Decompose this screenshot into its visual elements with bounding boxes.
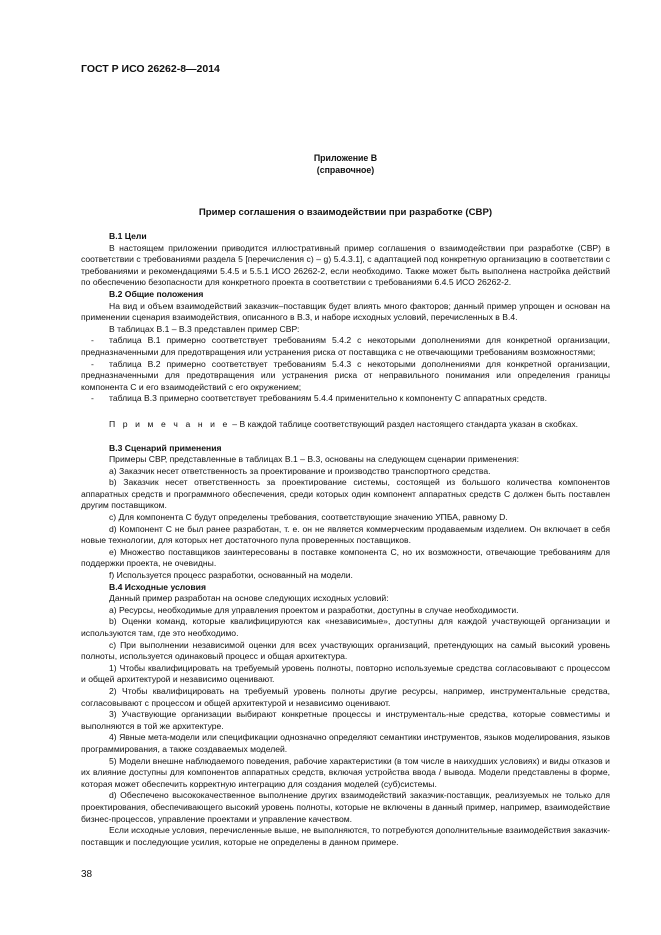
document-body bbox=[81, 231, 610, 848]
note-text: – В каждой таблице соответствующий раздел настоящего стандарта указан в скобках. bbox=[229, 418, 579, 429]
list-item: 1) Чтобы квалифицировать на требуемый уровень полноты, повторно используемые средства согласовывают с процессом и общей архитектурой и независимо оценивают. bbox=[81, 662, 610, 685]
list-item: 5) Модели внешне наблюдаемого поведения, рабочие характеристики (в том числе в наихудших условиях) и виды отказов и их влияние доступны для компонентов аппаратных средств, включая устройства ввода / вывода. Модели представлены в форме, которая может обеспечить корректную интеграцию для создания моделей (суб)системы. bbox=[81, 755, 610, 789]
list-item-text: таблица В.2 примерно соответствует требованиям 5.4.3 с некоторыми дополнениями для конкретной организации, предназначенными для предотвращения или устранения риска от неправильного понимания или определения границы компонента С и его взаимодействий с его окружением; bbox=[81, 358, 610, 392]
list-item: c) При выполнении независимой оценки для всех участвующих организаций, претендующих на самый высокий уровень полноты, используется одинаковый процесс и общая архитектура. bbox=[81, 639, 610, 662]
paragraph: Примеры СВР, представленные в таблицах В.1 – В.3, основаны на следующем сценарии применения: bbox=[109, 454, 520, 465]
paragraph: В таблицах В.1 – В.3 представлен пример СВР: bbox=[109, 323, 300, 334]
paragraph: На вид и объем взаимодействий заказчик–поставщик будет влиять много факторов; данный пример упрощен и основан на применении сценария взаимодействия, описанного в В.3, и наборе исходных условий, перечисленных в В.4. bbox=[81, 300, 610, 323]
page-number: 38 bbox=[81, 869, 93, 880]
page-title: Пример соглашения о взаимодействии при разработке (СВР) bbox=[198, 207, 493, 218]
note bbox=[81, 419, 610, 431]
list-item-text: таблица В.1 примерно соответствует требованиям 5.4.2 с некоторыми дополнениями для конкретной организации, предназначенными для предотвращения или устранения риска от поставщика с не отвечающими требованиям возможностями; bbox=[81, 335, 610, 357]
list-item: f) Используется процесс разработки, основанный на модели. bbox=[109, 570, 353, 581]
list-item: e) Множество поставщиков заинтересованы в поставке компонента С, но их возможности, отвечающие требованиям для поддержки проекта, не очевидны. bbox=[81, 546, 610, 569]
dash-marker: - bbox=[91, 335, 94, 346]
list-item-text: таблица В.3 примерно соответствует требованиям 5.4.4 применительно к компоненту С аппаратных средств. bbox=[109, 393, 547, 404]
list-item: a) Заказчик несет ответственность за проектирование и производство транспортного средства. bbox=[109, 465, 491, 476]
list-item: b) Оценки команд, которые квалифицируются как «независимые», доступны для каждой участвующей организации и используются там, где это необходимо. bbox=[81, 616, 610, 638]
paragraph: Данный пример разработан на основе следующих исходных условий: bbox=[109, 593, 389, 604]
list-item bbox=[81, 359, 610, 394]
list-item: 4) Явные мета-модели или спецификации однозначно определяют семантики инструментов, языков моделирования, языков программирования, а также создаваемых моделей. bbox=[81, 732, 610, 754]
list-item: 2) Чтобы квалифицировать на требуемый уровень полноты другие ресурсы, например, инструментальные средства, согласовывают с процессом и общей архитектурой и независимо оценивают. bbox=[81, 685, 610, 708]
document-header: ГОСТ Р ИСО 26262-8—2014 bbox=[81, 63, 220, 75]
appendix-heading bbox=[81, 152, 610, 176]
dash-marker: - bbox=[91, 358, 94, 369]
dash-marker: - bbox=[91, 393, 94, 404]
list-item bbox=[81, 335, 610, 358]
section-heading-b3: В.3 Сценарий применения bbox=[109, 442, 222, 453]
section-heading-b2: В.2 Общие положения bbox=[109, 288, 204, 299]
note-label: П р и м е ч а н и е bbox=[109, 418, 230, 429]
paragraph: Если исходные условия, перечисленные выше, не выполняются, то потребуются дополнительные взаимодействия заказчик-поставщик и последующие усилия, которые не определены в данном примере. bbox=[81, 825, 610, 847]
section-heading-b4: В.4 Исходные условия bbox=[109, 581, 206, 592]
paragraph: В настоящем приложении приводится иллюстративный пример соглашения о взаимодействии при разработке (СВР) в соответствии с требованиями раздела 5 [перечисления c) – g) 5.4.3.1], с адаптацией под конкретную организацию в соответствии с требованиями и рекомендациями 5.4.5 и 5.5.1 ИСО 26262-2, если необходимо. Также может быть выполнена настройка действий по обеспечению безопасности для конкретного проекта в соответствии с требованиями 6.4.5 ИСО 26262-2. bbox=[81, 242, 610, 288]
list-item bbox=[81, 393, 610, 405]
list-item: c) Для компонента С будут определены требования, соответствующие значению УПБА, равному D. bbox=[109, 512, 508, 523]
appendix-label: Приложение В bbox=[313, 153, 378, 163]
list-item: a) Ресурсы, необходимые для управления проектом и разработки, доступны в случае необходимости. bbox=[109, 604, 519, 615]
appendix-kind: (справочное) bbox=[316, 165, 375, 175]
section-heading-b1: В.1 Цели bbox=[109, 231, 147, 241]
list-item: b) Заказчик несет ответственность за проектирование системы, состоящей из большого количества компонентов аппаратных средств и программного обеспечения, среди которых один компонент аппаратных средств С должен быть поставлен другим поставщиком. bbox=[81, 477, 610, 511]
list-item: d) Компонент С не был ранее разработан, т. е. он не является коммерческим продаваемым изделием. Он включает в себя новые технологии, для которых нет достаточного пула проверенных поставщиков. bbox=[81, 523, 610, 546]
list-item: 3) Участвующие организации выбирают конкретные процессы и инструменталь-ные средства, которые совместимы и выполняются в той же архитектуре. bbox=[81, 709, 610, 731]
list-item: d) Обеспечено высококачественное выполнение других взаимодействий заказчик-поставщик, реализуемых не только для проектирования, обеспечивающего высокий уровень полноты, которые не включены в данный пример, например, взаимодействие бизнес-процессов, управление проектами и управление качеством. bbox=[81, 790, 610, 824]
